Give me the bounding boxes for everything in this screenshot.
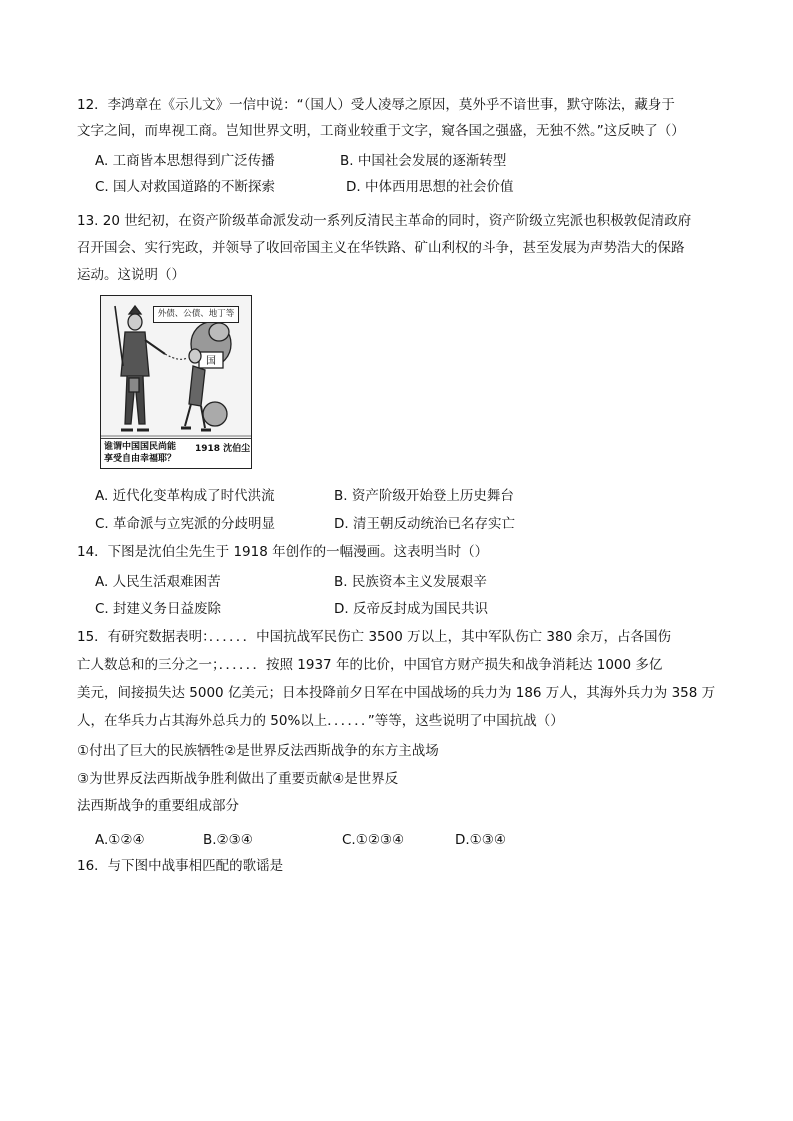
q15-stem-line3: 美元，间接损失达 5000 亿美元；日本投降前夕日军在中国战场的兵力为 186 万人，其海外兵力为 358 万 bbox=[77, 685, 716, 701]
q12-stem-line2: 文字之间，而卑视工商。岂知世界文明，工商业较重于文字，窥各国之强盛，无独不然。”这反映了（） bbox=[77, 123, 685, 139]
cartoon-caption-line1: 谁谓中国国民尚能 bbox=[104, 442, 177, 452]
q15-stem-line2: 亡人数总和的三分之一；．．．．．．按照 1937 年的比价，中国官方财产损失和战争消耗达 1000 多亿 bbox=[77, 657, 663, 673]
q14-option-a: A. 人民生活艰难困苦 bbox=[95, 574, 221, 590]
burdened-figure bbox=[181, 322, 231, 430]
cartoon-image bbox=[100, 295, 252, 469]
q15-option-b: B.②③④ bbox=[203, 832, 253, 848]
bag-label: 国 bbox=[206, 356, 216, 367]
q13-stem-line3: 运动。这说明（） bbox=[77, 267, 185, 283]
q14-option-b: B. 民族资本主义发展艰辛 bbox=[334, 574, 487, 590]
q16-stem-line1: 16．与下图中战事相匹配的歌谣是 bbox=[77, 858, 284, 874]
q15-statement-line3: 法西斯战争的重要组成部分 bbox=[77, 798, 239, 814]
q13-option-d: D. 清王朝反动统治已名存实亡 bbox=[334, 516, 515, 532]
cartoon-signature: 1918 沈伯尘 bbox=[195, 444, 251, 454]
q12-option-c: C. 国人对救国道路的不断探索 bbox=[95, 179, 276, 195]
q15-option-a: A.①②④ bbox=[95, 832, 145, 848]
cartoon-caption-band bbox=[101, 438, 251, 469]
q15-stem-line1: 15．有研究数据表明：．．．．．．中国抗战军民伤亡 3500 万以上，其中军队伤亡 380 余万，占各国伤 bbox=[77, 629, 671, 645]
q13-option-c: C. 革命派与立宪派的分歧明显 bbox=[95, 516, 276, 532]
cartoon-caption-line2: 享受自由幸福耶？ bbox=[104, 454, 177, 464]
q12-option-d: D. 中体西用思想的社会价值 bbox=[346, 179, 514, 195]
q14-stem-line1: 14．下图是沈伯尘先生于 1918 年创作的一幅漫画。这表明当时（） bbox=[77, 544, 489, 560]
q13-stem-line2: 召开国会、实行宪政，并领导了收回帝国主义在华铁路、矿山利权的斗争，甚至发展为声势浩大的保路 bbox=[77, 240, 685, 256]
q15-statement-line1: ①付出了巨大的民族牺牲②是世界反法西斯战争的东方主战场 bbox=[77, 743, 439, 759]
q15-stem-line4: 人，在华兵力占其海外总兵力的 50%以上．．．．．．”等等，这些说明了中国抗战（） bbox=[77, 713, 564, 729]
q12-option-b: B. 中国社会发展的逐渐转型 bbox=[340, 153, 507, 169]
q15-statement-line2: ③为世界反法西斯战争胜利做出了重要贡献④是世界反 bbox=[77, 771, 399, 787]
q12-option-a: A. 工商皆本思想得到广泛传播 bbox=[95, 153, 275, 169]
q13-option-a: A. 近代化变革构成了时代洪流 bbox=[95, 488, 275, 504]
q15-option-d: D.①③④ bbox=[455, 832, 506, 848]
q15-option-c: C.①②③④ bbox=[342, 832, 405, 848]
q14-option-c: C. 封建义务日益废除 bbox=[95, 601, 222, 617]
q13-option-b: B. 资产阶级开始登上历史舞台 bbox=[334, 488, 514, 504]
soldier-figure bbox=[115, 306, 165, 430]
cartoon-sign: 外债、公债、地丁等 bbox=[153, 306, 239, 323]
q12-stem-line1: 12．李鸿章在《示儿文》一信中说：“（国人）受人凌辱之原因，莫外乎不谙世事，默守陈法，藏身于 bbox=[77, 97, 675, 113]
q13-stem-line1: 13. 20 世纪初，在资产阶级革命派发动一系列反清民主革命的同时，资产阶级立宪派也积极敦促清政府 bbox=[77, 213, 692, 229]
q14-option-d: D. 反帝反封成为国民共识 bbox=[334, 601, 488, 617]
